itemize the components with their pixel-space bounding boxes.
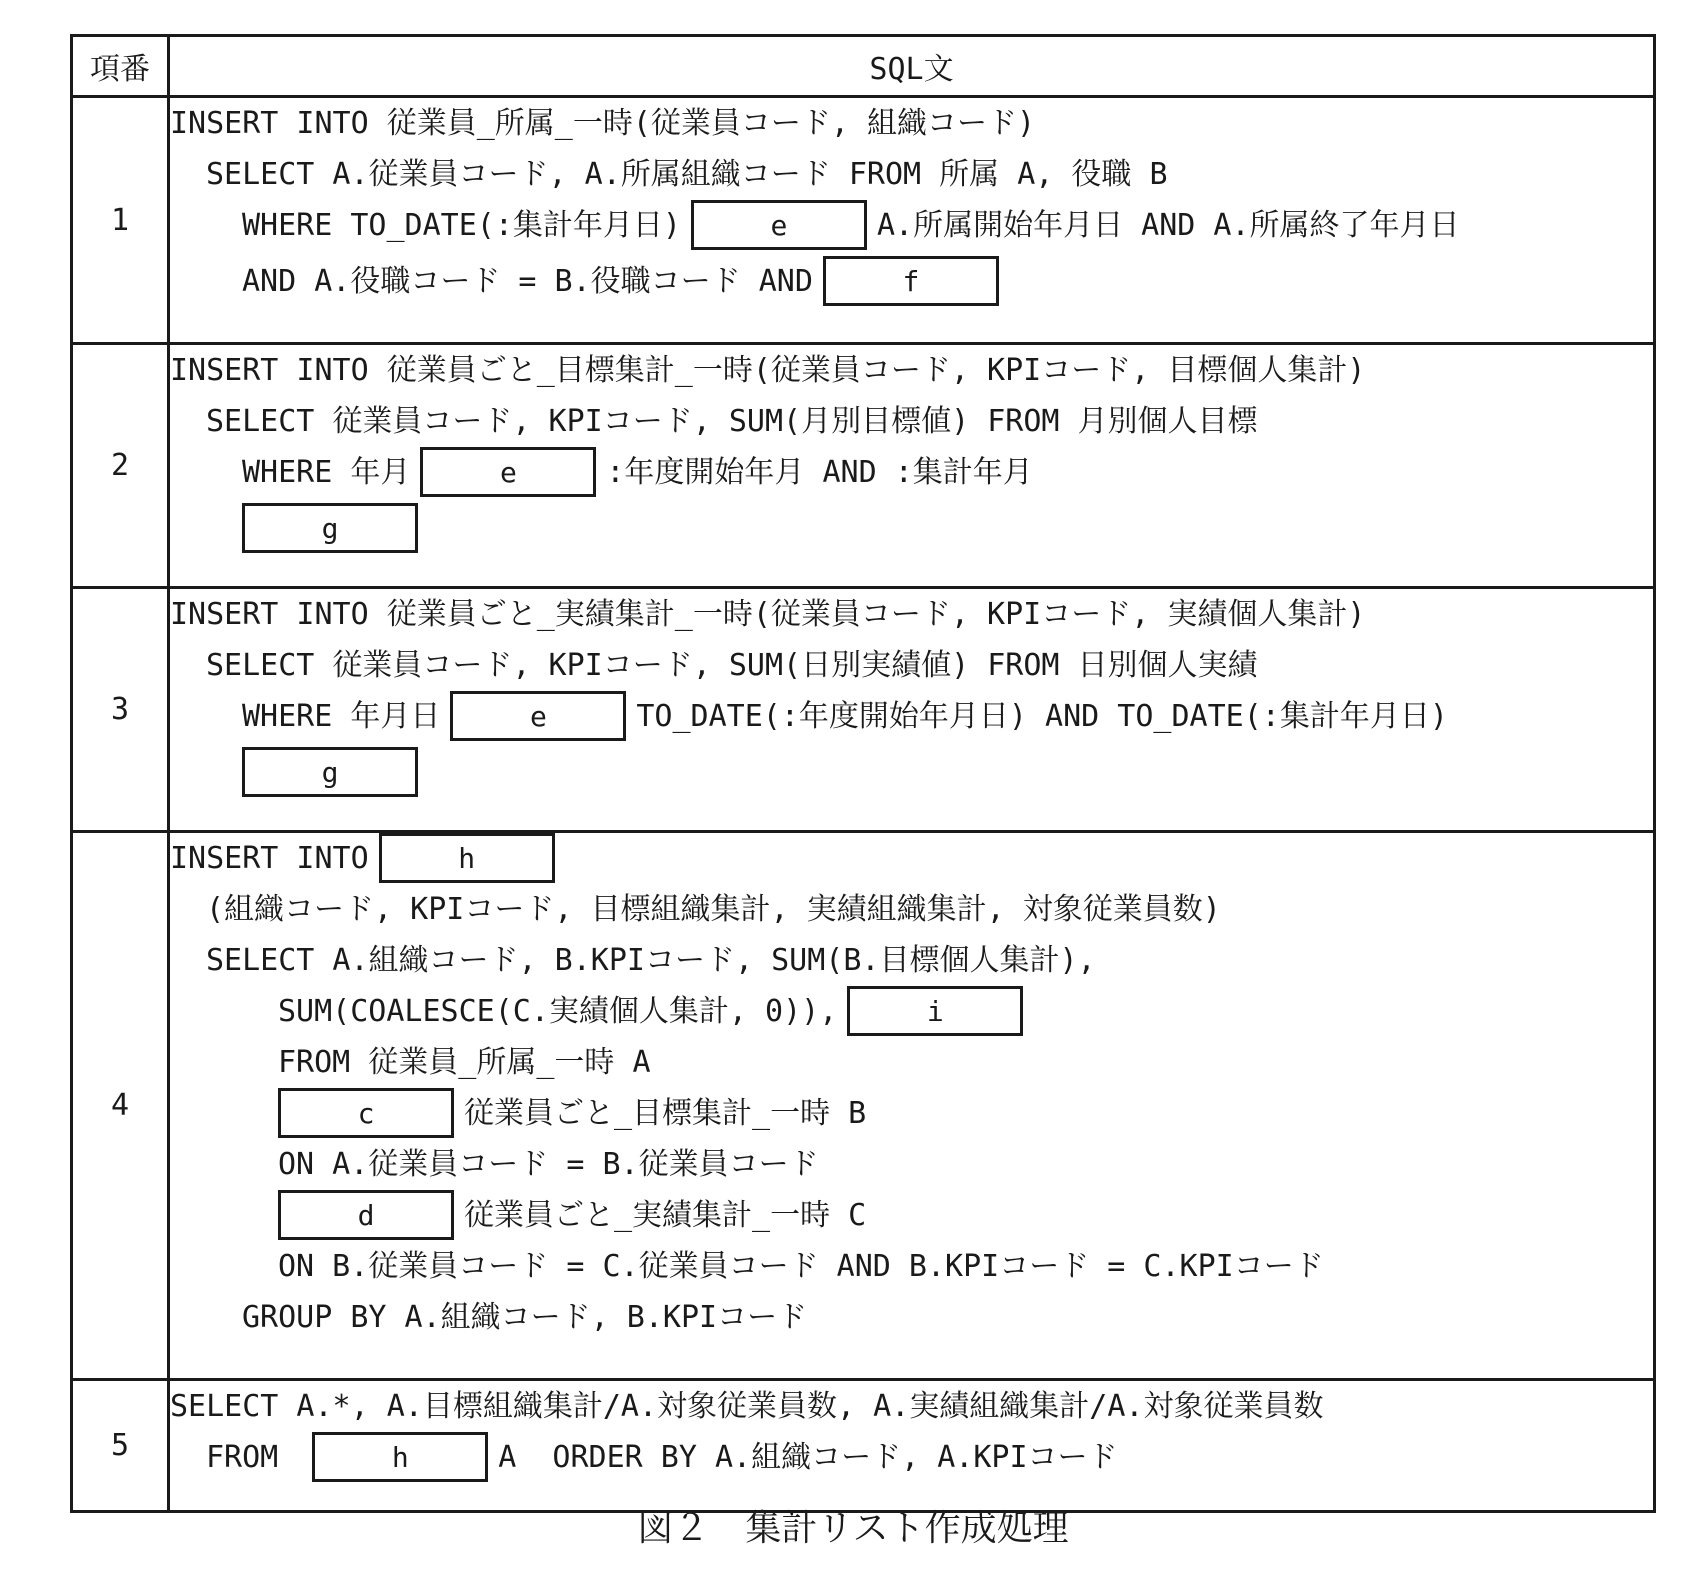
sql-line [170, 986, 1653, 1037]
answer-blank-i: i [847, 986, 1023, 1036]
sql-text: A.所属開始年月日 AND A.所属終了年月日 [876, 208, 1460, 243]
sql-line [170, 833, 1653, 884]
header-item-number: 項番 [72, 36, 169, 97]
sql-line: SELECT 従業員コード, KPIコード, SUM(月別目標値) FROM 月別個人目標 [206, 404, 1258, 439]
sql-text: INSERT INTO [170, 841, 369, 876]
sql-cell [169, 1380, 1655, 1512]
answer-blank-h: h [312, 1432, 488, 1482]
sql-line [170, 742, 1653, 804]
sql-cell [169, 344, 1655, 588]
sql-text: 従業員ごと_実績集計_一時 C [464, 1198, 867, 1233]
sql-cell [169, 97, 1655, 344]
sql-line: INSERT INTO 従業員ごと_目標集計_一時(従業員コード, KPIコード, 目標個人集計) [170, 353, 1366, 388]
sql-line [170, 1088, 1653, 1139]
sql-line: SELECT 従業員コード, KPIコード, SUM(日別実績値) FROM 日別個人実績 [206, 648, 1258, 683]
sql-text: SUM(COALESCE(C.実績個人集計, 0)), [278, 994, 838, 1029]
sql-line: GROUP BY A.組織コード, B.KPIコード [242, 1300, 808, 1335]
sql-line [170, 691, 1653, 742]
sql-line: INSERT INTO 従業員_所属_一時(従業員コード, 組織コード) [170, 106, 1036, 141]
sql-line [170, 447, 1653, 498]
sql-text: WHERE 年月 [242, 455, 411, 490]
item-number: 2 [72, 344, 169, 588]
sql-text: AND A.役職コード = B.役職コード AND [242, 264, 813, 299]
sql-text: 従業員ごと_目標集計_一時 B [464, 1096, 867, 1131]
sql-text: FROM [206, 1440, 279, 1475]
answer-blank-e: e [691, 200, 867, 250]
sql-line: FROM 従業員_所属_一時 A [278, 1045, 651, 1080]
table-row [72, 97, 1655, 344]
sql-line [170, 251, 1653, 313]
sql-line: ON A.従業員コード = B.従業員コード [278, 1147, 819, 1182]
answer-blank-e: e [450, 691, 626, 741]
sql-line: (組織コード, KPIコード, 目標組織集計, 実績組織集計, 対象従業員数) [206, 892, 1221, 927]
sql-line [170, 1190, 1653, 1241]
sql-line: INSERT INTO 従業員ごと_実績集計_一時(従業員コード, KPIコード, 実績個人集計) [170, 597, 1366, 632]
figure-caption: 図２ 集計リスト作成処理 [637, 1508, 1069, 1549]
answer-blank-g: g [242, 503, 418, 553]
sql-line [170, 498, 1653, 560]
sql-line: SELECT A.組織コード, B.KPIコード, SUM(B.目標個人集計), [206, 943, 1096, 978]
item-number: 3 [72, 588, 169, 832]
sql-text: WHERE 年月日 [242, 699, 441, 734]
item-number: 4 [72, 832, 169, 1380]
sql-line [170, 200, 1653, 251]
answer-blank-g: g [242, 747, 418, 797]
table-row [72, 344, 1655, 588]
item-number: 1 [72, 97, 169, 344]
sql-line [170, 1432, 1653, 1483]
sql-text: TO_DATE(:年度開始年月日) AND TO_DATE(:集計年月日) [636, 699, 1448, 734]
answer-blank-d: d [278, 1190, 454, 1240]
sql-text: A ORDER BY A.組織コード, A.KPIコード [498, 1440, 1118, 1475]
sql-line: SELECT A.*, A.目標組織集計/A.対象従業員数, A.実績組織集計/A.対象従業員数 [170, 1389, 1324, 1424]
item-number: 5 [72, 1380, 169, 1512]
sql-text: WHERE TO_DATE(:集計年月日) [242, 208, 681, 243]
answer-blank-e: e [420, 447, 596, 497]
table-row [72, 588, 1655, 832]
sql-line: ON B.従業員コード = C.従業員コード AND B.KPIコード = C.KPIコード [278, 1249, 1324, 1284]
answer-blank-h: h [379, 833, 555, 883]
answer-blank-c: c [278, 1088, 454, 1138]
sql-cell [169, 832, 1655, 1380]
answer-blank-f: f [823, 256, 999, 306]
table-header-row [72, 36, 1655, 97]
header-sql: SQL文 [169, 36, 1655, 97]
sql-cell [169, 588, 1655, 832]
sql-line: SELECT A.従業員コード, A.所属組織コード FROM 所属 A, 役職 B [206, 157, 1168, 192]
table-row [72, 1380, 1655, 1512]
sql-table [70, 34, 1656, 1513]
table-row [72, 832, 1655, 1380]
sql-text: :年度開始年月 AND :集計年月 [606, 455, 1033, 490]
